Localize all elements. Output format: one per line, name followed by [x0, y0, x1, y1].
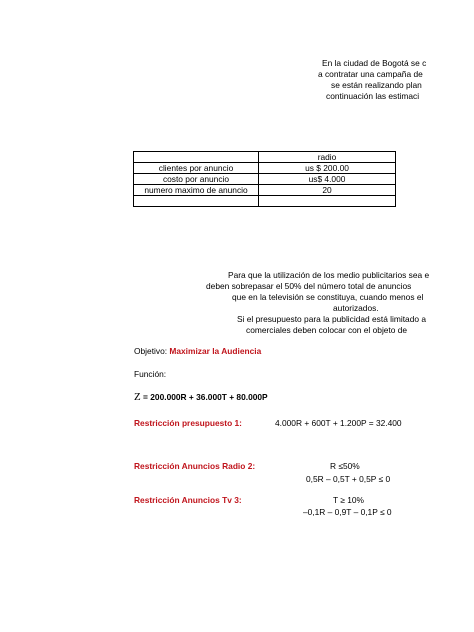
objective-label: Objetivo:: [134, 346, 168, 356]
paragraph-line-2: deben sobrepasar el 50% del número total de anuncios: [206, 281, 412, 291]
function-label: Función:: [134, 369, 167, 379]
z-symbol: Z: [134, 391, 141, 403]
intro-line-1: En la ciudad de Bogotá se c: [322, 58, 427, 68]
table-header-cell: [134, 152, 259, 163]
paragraph-line-5: Si el presupuesto para la publicidad está limitado a: [237, 314, 427, 324]
constraint-radio-line-2: 0,5R – 0,5T + 0,5P ≤ 0: [306, 474, 391, 484]
paragraph-line-3: que en la televisión se constituya, cuando menos el: [232, 292, 424, 302]
table-row: [134, 185, 396, 196]
table-row: [134, 174, 396, 185]
constraint-budget-equation: 4.000R + 600T + 1.200P = 32.400: [275, 418, 402, 428]
advertising-table: [133, 151, 396, 207]
constraint-tv-line-1: T ≥ 10%: [333, 495, 364, 505]
table-cell: 20: [259, 185, 396, 196]
table-cell: costo por anuncio: [134, 174, 259, 185]
paragraph-line-6: comerciales deben colocar con el objeto de: [246, 325, 408, 335]
table-cell: us $ 200.00: [259, 163, 396, 174]
table-header-row: [134, 152, 396, 163]
table-row: [134, 163, 396, 174]
table-cell: numero maximo de anuncio: [134, 185, 259, 196]
table-header-cell: radio: [259, 152, 396, 163]
objective-line: [134, 346, 261, 356]
constraint-tv-line-2: –0,1R – 0,9T – 0,1P ≤ 0: [303, 507, 392, 517]
table-row: [134, 196, 396, 207]
objective-function: [134, 391, 268, 403]
constraint-budget-label: Restricción presupuesto 1:: [134, 418, 242, 428]
constraint-radio-line-1: R ≤50%: [330, 461, 360, 471]
intro-line-4: continuación las estimaci: [326, 91, 420, 101]
intro-line-2: a contratar una campaña de: [318, 69, 423, 79]
constraint-tv-label: Restricción Anuncios Tv 3:: [134, 495, 242, 505]
paragraph-line-4: autorizados.: [333, 303, 379, 313]
function-expression: = 200.000R + 36.000T + 80.000P: [140, 392, 268, 402]
table-cell: us$ 4.000: [259, 174, 396, 185]
table-cell: [259, 196, 396, 207]
constraint-radio-label: Restricción Anuncios Radio 2:: [134, 461, 256, 471]
table-cell: [134, 196, 259, 207]
intro-line-3: se están realizando plan: [331, 80, 422, 90]
paragraph-line-1: Para que la utilización de los medio publicitarios sea e: [228, 270, 430, 280]
table-cell: clientes por anuncio: [134, 163, 259, 174]
objective-value: Maximizar la Audiencia: [169, 346, 262, 356]
